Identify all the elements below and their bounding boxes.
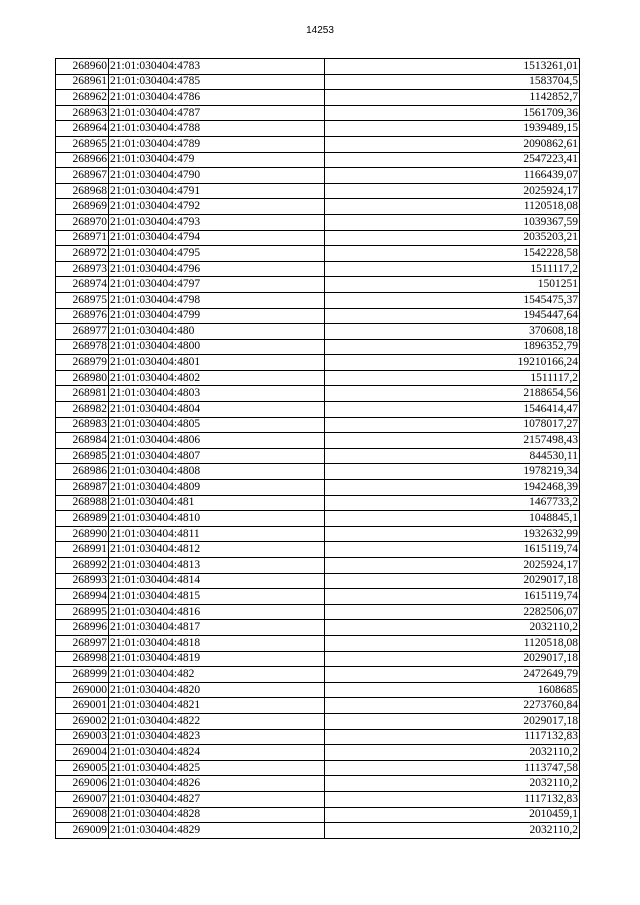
cadastral-number-cell: 21:01:030404:479	[109, 152, 325, 168]
table-row	[56, 682, 580, 698]
row-number-cell: 268995	[56, 604, 109, 620]
value-cell: 1120518,08	[325, 199, 580, 215]
row-number-cell: 268961	[56, 74, 109, 90]
value-cell: 2282506,07	[325, 604, 580, 620]
value-cell: 1120518,08	[325, 635, 580, 651]
table-row	[56, 152, 580, 168]
value-cell: 2273760,84	[325, 698, 580, 714]
table-row	[56, 121, 580, 137]
table-row	[56, 183, 580, 199]
table-row	[56, 823, 580, 839]
cadastral-number-cell: 21:01:030404:4794	[109, 230, 325, 246]
value-cell: 1615119,74	[325, 589, 580, 605]
row-number-cell: 268994	[56, 589, 109, 605]
row-number-cell: 269003	[56, 729, 109, 745]
cadastral-number-cell: 21:01:030404:4813	[109, 558, 325, 574]
row-number-cell: 268992	[56, 558, 109, 574]
row-number-cell: 268973	[56, 261, 109, 277]
value-cell: 2547223,41	[325, 152, 580, 168]
table-row	[56, 511, 580, 527]
cadastral-number-cell: 21:01:030404:4819	[109, 651, 325, 667]
value-cell: 1939489,15	[325, 121, 580, 137]
value-cell: 844530,11	[325, 448, 580, 464]
cadastral-number-cell: 21:01:030404:4814	[109, 573, 325, 589]
value-cell: 1896352,79	[325, 339, 580, 355]
cadastral-number-cell: 21:01:030404:4827	[109, 791, 325, 807]
cadastral-number-cell: 21:01:030404:4787	[109, 105, 325, 121]
table-row	[56, 589, 580, 605]
table-row	[56, 464, 580, 480]
table-row	[56, 667, 580, 683]
row-number-cell: 269008	[56, 807, 109, 823]
table-row	[56, 433, 580, 449]
value-cell: 1501251	[325, 277, 580, 293]
value-cell: 2157498,43	[325, 433, 580, 449]
row-number-cell: 268977	[56, 324, 109, 340]
cadastral-number-cell: 21:01:030404:4793	[109, 214, 325, 230]
value-cell: 2029017,18	[325, 573, 580, 589]
value-cell: 2025924,17	[325, 558, 580, 574]
row-number-cell: 268964	[56, 121, 109, 137]
row-number-cell: 268999	[56, 667, 109, 683]
value-cell: 2029017,18	[325, 713, 580, 729]
row-number-cell: 268988	[56, 495, 109, 511]
cadastral-number-cell: 21:01:030404:4822	[109, 713, 325, 729]
cadastral-number-cell: 21:01:030404:4818	[109, 635, 325, 651]
value-cell: 1142852,7	[325, 90, 580, 106]
value-cell: 19210166,24	[325, 355, 580, 371]
row-number-cell: 268967	[56, 168, 109, 184]
value-cell: 2025924,17	[325, 183, 580, 199]
table-row	[56, 136, 580, 152]
value-cell: 1467733,2	[325, 495, 580, 511]
row-number-cell: 268965	[56, 136, 109, 152]
table-row	[56, 199, 580, 215]
table-row	[56, 402, 580, 418]
table-row	[56, 277, 580, 293]
cadastral-number-cell: 21:01:030404:4816	[109, 604, 325, 620]
value-cell: 1542228,58	[325, 246, 580, 262]
table-row	[56, 261, 580, 277]
row-number-cell: 268970	[56, 214, 109, 230]
cadastral-number-cell: 21:01:030404:4800	[109, 339, 325, 355]
table-row	[56, 713, 580, 729]
table-row	[56, 417, 580, 433]
table-row	[56, 370, 580, 386]
cadastral-number-cell: 21:01:030404:4825	[109, 760, 325, 776]
cadastral-number-cell: 21:01:030404:4791	[109, 183, 325, 199]
cadastral-number-cell: 21:01:030404:4824	[109, 745, 325, 761]
row-number-cell: 268974	[56, 277, 109, 293]
row-number-cell: 268980	[56, 370, 109, 386]
value-cell: 1561709,36	[325, 105, 580, 121]
table-row	[56, 230, 580, 246]
cadastral-number-cell: 21:01:030404:4797	[109, 277, 325, 293]
row-number-cell: 268989	[56, 511, 109, 527]
value-cell: 2188654,56	[325, 386, 580, 402]
value-cell: 370608,18	[325, 324, 580, 340]
table-row	[56, 807, 580, 823]
value-cell: 2029017,18	[325, 651, 580, 667]
cadastral-number-cell: 21:01:030404:4790	[109, 168, 325, 184]
cadastral-number-cell: 21:01:030404:4788	[109, 121, 325, 137]
row-number-cell: 268990	[56, 526, 109, 542]
cadastral-number-cell: 21:01:030404:4808	[109, 464, 325, 480]
cadastral-number-cell: 21:01:030404:4810	[109, 511, 325, 527]
cadastral-number-cell: 21:01:030404:4802	[109, 370, 325, 386]
table-row	[56, 698, 580, 714]
row-number-cell: 268971	[56, 230, 109, 246]
page-number: 14253	[306, 25, 334, 36]
table-row	[56, 526, 580, 542]
cadastral-number-cell: 21:01:030404:4815	[109, 589, 325, 605]
row-number-cell: 269000	[56, 682, 109, 698]
table-row	[56, 791, 580, 807]
value-cell: 1511117,2	[325, 370, 580, 386]
value-cell: 2090862,61	[325, 136, 580, 152]
row-number-cell: 269007	[56, 791, 109, 807]
row-number-cell: 268993	[56, 573, 109, 589]
value-cell: 2035203,21	[325, 230, 580, 246]
cadastral-number-cell: 21:01:030404:4809	[109, 480, 325, 496]
value-cell: 2032110,2	[325, 776, 580, 792]
table-row	[56, 246, 580, 262]
row-number-cell: 269002	[56, 713, 109, 729]
value-cell: 2032110,2	[325, 620, 580, 636]
value-cell: 2032110,2	[325, 823, 580, 839]
row-number-cell: 268963	[56, 105, 109, 121]
table-row	[56, 729, 580, 745]
row-number-cell: 268984	[56, 433, 109, 449]
value-cell: 1513261,01	[325, 59, 580, 75]
table-row	[56, 339, 580, 355]
row-number-cell: 268976	[56, 308, 109, 324]
value-cell: 1078017,27	[325, 417, 580, 433]
table-row	[56, 59, 580, 75]
row-number-cell: 268975	[56, 292, 109, 308]
row-number-cell: 268982	[56, 402, 109, 418]
value-cell: 1583704,5	[325, 74, 580, 90]
cadastral-number-cell: 21:01:030404:4805	[109, 417, 325, 433]
table-row	[56, 74, 580, 90]
table-row	[56, 168, 580, 184]
value-cell: 1942468,39	[325, 480, 580, 496]
row-number-cell: 268968	[56, 183, 109, 199]
value-cell: 1615119,74	[325, 542, 580, 558]
value-cell: 2032110,2	[325, 745, 580, 761]
row-number-cell: 269001	[56, 698, 109, 714]
cadastral-number-cell: 21:01:030404:4801	[109, 355, 325, 371]
table-row	[56, 651, 580, 667]
cadastral-number-cell: 21:01:030404:4823	[109, 729, 325, 745]
cadastral-number-cell: 21:01:030404:4804	[109, 402, 325, 418]
row-number-cell: 268998	[56, 651, 109, 667]
table-row	[56, 573, 580, 589]
table-row	[56, 760, 580, 776]
table-row	[56, 292, 580, 308]
value-cell: 1166439,07	[325, 168, 580, 184]
cadastral-number-cell: 21:01:030404:4821	[109, 698, 325, 714]
row-number-cell: 268960	[56, 59, 109, 75]
cadastral-number-cell: 21:01:030404:4811	[109, 526, 325, 542]
row-number-cell: 269005	[56, 760, 109, 776]
cadastral-number-cell: 21:01:030404:4798	[109, 292, 325, 308]
table-row	[56, 386, 580, 402]
cadastral-number-cell: 21:01:030404:482	[109, 667, 325, 683]
row-number-cell: 268983	[56, 417, 109, 433]
table-row	[56, 558, 580, 574]
table-row	[56, 745, 580, 761]
cadastral-number-cell: 21:01:030404:4792	[109, 199, 325, 215]
cadastral-number-cell: 21:01:030404:4783	[109, 59, 325, 75]
table-row	[56, 542, 580, 558]
table-row	[56, 480, 580, 496]
row-number-cell: 269004	[56, 745, 109, 761]
value-cell: 1545475,37	[325, 292, 580, 308]
cadastral-number-cell: 21:01:030404:4806	[109, 433, 325, 449]
cadastral-number-cell: 21:01:030404:4812	[109, 542, 325, 558]
row-number-cell: 268966	[56, 152, 109, 168]
cadastral-number-cell: 21:01:030404:4826	[109, 776, 325, 792]
row-number-cell: 268969	[56, 199, 109, 215]
cadastral-number-cell: 21:01:030404:4785	[109, 74, 325, 90]
table-row	[56, 635, 580, 651]
row-number-cell: 268978	[56, 339, 109, 355]
cadastral-number-cell: 21:01:030404:4799	[109, 308, 325, 324]
value-cell: 2010459,1	[325, 807, 580, 823]
table-row	[56, 604, 580, 620]
table-row	[56, 308, 580, 324]
cadastral-number-cell: 21:01:030404:4796	[109, 261, 325, 277]
table-row	[56, 620, 580, 636]
cadastral-number-cell: 21:01:030404:4828	[109, 807, 325, 823]
row-number-cell: 268981	[56, 386, 109, 402]
row-number-cell: 269006	[56, 776, 109, 792]
value-cell: 1117132,83	[325, 729, 580, 745]
table-body	[56, 59, 580, 839]
table-row	[56, 214, 580, 230]
value-cell: 1932632,99	[325, 526, 580, 542]
value-cell: 1113747,58	[325, 760, 580, 776]
row-number-cell: 268991	[56, 542, 109, 558]
value-cell: 1978219,34	[325, 464, 580, 480]
cadastral-value-table	[55, 58, 580, 839]
value-cell: 1608685	[325, 682, 580, 698]
value-cell: 1546414,47	[325, 402, 580, 418]
row-number-cell: 269009	[56, 823, 109, 839]
cadastral-number-cell: 21:01:030404:4789	[109, 136, 325, 152]
value-cell: 1117132,83	[325, 791, 580, 807]
table-row	[56, 448, 580, 464]
row-number-cell: 268996	[56, 620, 109, 636]
row-number-cell: 268962	[56, 90, 109, 106]
cadastral-number-cell: 21:01:030404:4829	[109, 823, 325, 839]
cadastral-number-cell: 21:01:030404:4807	[109, 448, 325, 464]
value-cell: 1945447,64	[325, 308, 580, 324]
table-row	[56, 324, 580, 340]
table-row	[56, 776, 580, 792]
value-cell: 1511117,2	[325, 261, 580, 277]
row-number-cell: 268997	[56, 635, 109, 651]
cadastral-number-cell: 21:01:030404:4817	[109, 620, 325, 636]
cadastral-number-cell: 21:01:030404:480	[109, 324, 325, 340]
table-row	[56, 90, 580, 106]
value-cell: 1048845,1	[325, 511, 580, 527]
cadastral-number-cell: 21:01:030404:4795	[109, 246, 325, 262]
cadastral-number-cell: 21:01:030404:481	[109, 495, 325, 511]
table-row	[56, 495, 580, 511]
row-number-cell: 268979	[56, 355, 109, 371]
row-number-cell: 268986	[56, 464, 109, 480]
row-number-cell: 268985	[56, 448, 109, 464]
table-row	[56, 105, 580, 121]
row-number-cell: 268987	[56, 480, 109, 496]
cadastral-number-cell: 21:01:030404:4803	[109, 386, 325, 402]
value-cell: 1039367,59	[325, 214, 580, 230]
cadastral-number-cell: 21:01:030404:4786	[109, 90, 325, 106]
cadastral-number-cell: 21:01:030404:4820	[109, 682, 325, 698]
value-cell: 2472649,79	[325, 667, 580, 683]
row-number-cell: 268972	[56, 246, 109, 262]
table-row	[56, 355, 580, 371]
